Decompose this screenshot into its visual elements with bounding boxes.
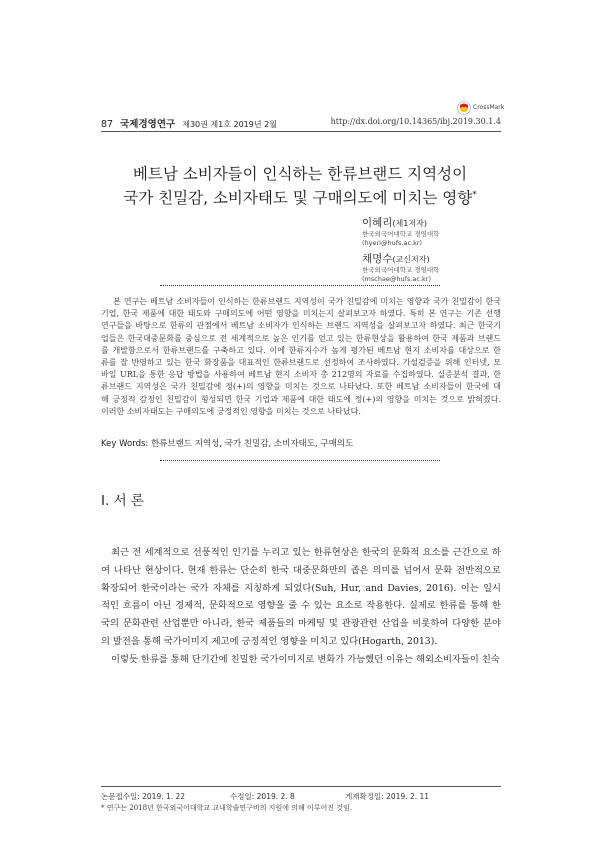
body-line: 적인 흐름이 아닌 경제적, 문화적으로 영향을 줄 수 있는 요소로 작용한다. 실제로 한류를 통해 한 — [101, 600, 501, 612]
author-name: 이혜리 — [362, 217, 393, 229]
body-line: 확장되어 한국이라는 국가 자체를 지칭하게 되었다(Suh, Hur, and Davies, 2016). 이는 일시 — [101, 582, 501, 594]
abstract-line: 해 긍정적 감정인 친밀감이 형성되면 한국 기업과 제품에 대한 태도에 정(+)의 영향을 미치는 것으로 밝혀졌다. — [101, 394, 501, 404]
abstract — [101, 296, 501, 418]
abstract-line: 류를 잘 반영하고 있는 한국 화장품을 대표적인 한류브랜드로 선정하여 조사하였다. 가설검증을 위해 인터넷, 모 — [101, 357, 501, 367]
received-date: 논문접수일: 2019. 1. 22 — [101, 792, 186, 801]
accepted-date: 게재확정일: 2019. 2. 11 — [345, 792, 430, 801]
keywords: Key Words: 한류브랜드 지역성, 국가 친밀감, 소비자태도, 구매의도 — [101, 439, 354, 449]
abstract-line: 류브랜드 지역성은 국가 친밀감에 정(+)의 영향을 미치는 것으로 나타났다. 또한 베트남 소비자들이 한국에 대 — [101, 382, 501, 392]
body-line: 국의 문화관련 산업뿐만 아니라, 한국 제품들의 마케팅 및 관광관련 산업을 비롯하여 다양한 분야 — [101, 618, 501, 630]
body-line: 의 발전을 통해 국가이미지 제고에 긍정적인 영향을 미치고 있다(Hogarth, 2013). — [101, 635, 438, 647]
title-line-2: 국가 친밀감, 소비자태도 및 구매의도에 미치는 영향* — [123, 189, 477, 207]
journal-name: 국제경영연구 — [120, 119, 176, 130]
crossmark-badge[interactable] — [457, 101, 517, 117]
abstract-line: 기업, 한국 제품에 대한 태도와 구매의도에 어떤 영향을 미치는지 살펴보고자 하였다. 특히 본 연구는 기존 선행 — [101, 309, 501, 319]
section-heading: Ⅰ. 서 론 — [101, 493, 144, 509]
author-affiliation: 한국외국어대학교 경영대학 — [362, 266, 440, 274]
author-role: (제1저자) — [392, 219, 427, 228]
page-number: 87 — [101, 119, 114, 130]
dotted-divider-bottom — [160, 460, 440, 461]
header-divider — [101, 131, 501, 132]
crossmark-label: CrossMark — [473, 104, 505, 111]
volume-info: 제30권 제1호 2019년 2월 — [182, 120, 277, 129]
running-header — [101, 116, 501, 130]
title-line-1: 베트남 소비자들이 인식하는 한류브랜드 지역성이 — [132, 165, 468, 183]
body-text — [101, 544, 501, 669]
body-line: 여 나타난 현상이다. 현재 한류는 단순히 한국 대중문화만의 좁은 의미를 넘어서 문화 전반적으로 — [101, 564, 501, 576]
abstract-line: 를 개발함으로서 한류브랜드를 구축하고 있다. 이에 한류지수가 높게 평가된 베트남 현지 소비자를 대상으로 한 — [101, 345, 501, 355]
dotted-divider-top — [160, 285, 440, 286]
revised-date: 수정일: 2019. 2. 8 — [230, 792, 295, 801]
abstract-line: 바일 URL을 통한 응답 방법을 사용하여 베트남 현지 소비자 총 212명의 자료를 수집하였다. 실증분석 결과, 한 — [101, 370, 501, 380]
abstract-line: 연구들을 바탕으로 한류의 관점에서 베트남 소비자가 인식하는 브랜드 지역성을 살펴보고자 하였다. 최근 한국기 — [101, 321, 501, 331]
author-role: (교신저자) — [392, 255, 430, 264]
abstract-line: 업들은 한국대중문화를 중심으로 전 세계적으로 높은 인기를 얻고 있는 한류현상을 활용하여 한국 제품과 브랜드 — [101, 333, 501, 343]
author-name: 채명수 — [362, 253, 393, 265]
crossmark-icon — [457, 101, 471, 115]
author-1 — [362, 211, 439, 248]
author-email: (hyeri@hufs.ac.kr) — [362, 239, 423, 247]
funding-note: * 연구는 2018년 한국외국어대학교 교내학술연구비의 지원에 의해 이루어진 것임. — [101, 804, 352, 812]
abstract-line: 본 연구는 베트남 소비자들이 인식하는 한류브랜드 지역성이 국가 친밀감에 미치는 영향과 국가 친밀감이 한국 — [113, 297, 501, 306]
body-line: 이렇듯 한류를 통해 단기간에 친밀한 국가이미지로 변화가 가능했던 이유는 해외소비자들이 친숙 — [111, 653, 500, 665]
author-affiliation: 한국외국어대학교 경영대학 — [362, 230, 440, 238]
footnote-divider — [101, 786, 501, 787]
body-line: 최근 전 세계적으로 선풍적인 인기를 누리고 있는 한류현상은 한국의 문화적 요소를 근간으로 하 — [111, 547, 501, 558]
author-email: (mschae@hufs.ac.kr) — [362, 275, 432, 283]
author-2 — [362, 247, 439, 284]
abstract-line: 이러한 소비자태도는 구매의도에 긍정적인 영향을 미치는 것으로 나타났다. — [101, 406, 361, 416]
title-footnote-mark: * — [472, 189, 477, 200]
submission-dates — [101, 791, 501, 803]
doi-link[interactable]: http://dx.doi.org/10.14365/ibj.2019.30.1.4 — [330, 117, 501, 126]
